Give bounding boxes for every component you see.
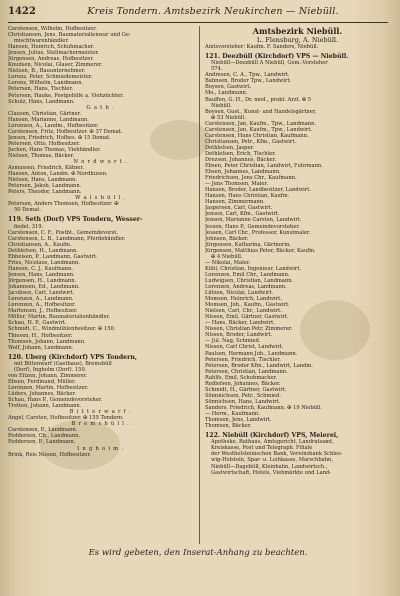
directory-line: Hansen, Marianne, Landmann.	[8, 116, 89, 123]
directory-line: Petersen, Broder Kfm., Landwirt, Landm.	[205, 362, 313, 369]
directory-line: Thomsen, Bäcker.	[205, 423, 252, 430]
directory-line: Redlefsen, Johannes, Bäcker.	[205, 380, 281, 387]
directory-line: Jensen, Marianne Carsten, Landwirt.	[205, 217, 302, 224]
directory-line: Boysen, Gastwirt.	[205, 84, 252, 91]
directory-line: Carstensen, C. F., Postbt., Gemeindevorst.	[8, 229, 118, 236]
directory-line: Jaspersen, Carl, Gastwirt.	[205, 205, 273, 212]
directory-line: Niebüll—Deezbüll A Niebüll, Gem.-Vorsteher	[211, 60, 328, 67]
directory-line: Ebsen, Johannes, Landmann.	[205, 169, 281, 176]
directory-line: Dethlefsen, H., Landmann.	[8, 247, 79, 254]
directory-line: Tretten, Johann, Landmann.	[8, 403, 82, 410]
directory-line: Christiansen, Petr., Kfm., Gastwirt.	[205, 138, 297, 145]
directory-line: Hansen, Anton, Landm. ✠ Nordhusen.	[8, 171, 108, 178]
directory-line: von Eitzen, Johann, Zimmerer.	[8, 372, 88, 379]
district-subheading: L. Flensburg, A. Niebüll.	[256, 36, 339, 44]
directory-line: Christiansen, A., Kaufm.	[8, 241, 72, 248]
directory-line: Schmidt, H., Gärtner, Gastwirt.	[205, 386, 287, 393]
directory-line: Nissen, Broder, Landwirt.	[205, 332, 273, 339]
directory-line: mischtwarenhändler.	[14, 38, 69, 45]
directory-line: Lorenzen, Martin, Hofbesitzer.	[8, 385, 89, 392]
directory-line: Kühl, Christian, Ingenieur, Landwirt.	[205, 265, 302, 272]
column-divider	[199, 26, 200, 544]
directory-line: Clausen, Christian, Gärtner.	[8, 110, 82, 117]
directory-line: Johannsen, Ed., Landmann.	[8, 284, 80, 291]
directory-line: Lorenzen, A., Landm., Hofbesitzer.	[8, 122, 99, 129]
directory-line: Petersen, Friedrich, Tischler.	[205, 356, 281, 363]
page-footer-note: Es wird gebeten, den Inserat-Anhang zu beachten.	[88, 548, 308, 558]
directory-line: Lorenzen, A., Landmann.	[8, 296, 74, 303]
directory-line: Niebüll—Dagebüll, Kleinbahn, Landwirtsch.,	[211, 463, 328, 470]
right-column	[205, 26, 390, 476]
directory-line: Jürgensen, Andreas, Hofbesitzer.	[8, 56, 94, 63]
directory-line: Carstensen, Fritz, Hofbesitzer. ✠ 37 Demat.	[8, 128, 123, 135]
directory-line: Lützen, Nicolai, Landwirt.	[205, 290, 274, 297]
directory-line: Fries, Nicolaus, Landmann.	[8, 259, 80, 266]
directory-line: — Jens Thomsen, Maler.	[205, 181, 268, 188]
page-title: Kreis Tondern. Amtsbezirk Neukirchen — Niebüll.	[87, 6, 339, 17]
directory-line: Jessen, Hans P., Gemeindevorsteher.	[205, 223, 300, 230]
directory-line: Jürgensen, Matthias Peter, Bäcker, Kaufm.	[205, 247, 316, 254]
directory-line: Andresen, C. A., Tpw., Landwirt.	[205, 72, 290, 79]
directory-line: Drezsen, Johannes, Bäcker.	[205, 157, 277, 163]
directory-line: Petersen, Otto, Hofbesitzer.	[8, 140, 81, 147]
directory-line: Jensen, Friedrich, Hofbes. ✠ 15 Demat.	[8, 134, 111, 141]
directory-line: Jessen, Carl Chr., Professor, Kunstmaler.	[205, 229, 311, 236]
directory-line: Nielsen, B., Bauunternehmer.	[8, 68, 86, 75]
directory-line: Christiansen, Jens, Baumaterialienwar und Ge-	[8, 32, 131, 39]
directory-line: Sönnnichsen, Petr., Schmied.	[205, 392, 281, 399]
directory-line: Ebbeisen, P., Landmann, Gastwirt.	[8, 253, 98, 260]
directory-line: ✠ 4 Niebüll.	[211, 253, 243, 260]
directory-line: Hansen, Hans Christian, Kaufm.	[205, 193, 290, 200]
directory-line: — Herm., Kaufmann.	[205, 410, 260, 417]
directory-line: fiedel. 319.	[14, 223, 44, 230]
directory-line: Juchen, Hans Thomas, Viehhändler.	[8, 146, 101, 153]
directory-line: Nissen, Christian Petr, Zimmerer.	[205, 326, 293, 333]
directory-line: Carstensen, Jan, Kaufm., Tpw., Landmann.	[205, 120, 317, 127]
directory-line: Sanders, Friedrich, Kaufmann. ✠ 19 Niebüll.	[205, 404, 322, 411]
directory-line: Feddersen, P., Landmann.	[8, 439, 76, 446]
directory-line: (Dorf), Ingholm (Dorf). 150.	[14, 366, 87, 373]
directory-line: Ludwigsen, Christian, Landmann.	[205, 277, 294, 284]
directory-line: Ebsen, Ferdinand, Müller.	[8, 378, 76, 385]
locality-entry-heading: 120. Uberg (Kirchdorf) VPS Tondern,	[8, 353, 138, 361]
directory-line: Hansen, Zimmermann.	[205, 199, 265, 206]
directory-line: Momsen, Heinrich, Landwirt.	[205, 296, 282, 303]
directory-line: Knudsen, Nicolai, Glaser, Zimmerer.	[8, 62, 103, 69]
directory-line: Lorenz, Peter, Schmiedemeister.	[8, 74, 93, 81]
directory-line: Mo., Landmann.	[205, 90, 248, 97]
locality-entry-heading: 119. Seth (Dorf) VPS Tondern, Wesser-	[8, 216, 143, 224]
directory-line: — Hans, Bäcker, Landwirt.	[205, 320, 275, 327]
directory-line: Jensen, Hans, Landmann.	[8, 272, 75, 279]
directory-line: Thiesen, H., Hofbesitzer.	[8, 332, 73, 339]
directory-line: Hansen, C. J., Kaufmann.	[8, 265, 74, 272]
directory-line: Momsen, Joh., Kaufm., Gastwirt.	[205, 302, 290, 309]
directory-line: Lorenzen, Emil Chr., Landmann.	[205, 271, 290, 278]
directory-line: Nielsen, Carl, Chr., Landwirt.	[205, 308, 282, 315]
directory-line: Petersen, Anders Thomsen, Hofbesitzer. ✠	[8, 201, 119, 208]
directory-line: 574.	[211, 66, 223, 73]
directory-line: wig-Holstein, Spar- u. Leihkasse, Marschbahn,	[211, 457, 333, 464]
locality-subheading: I n g h o l m .	[77, 445, 124, 452]
directory-line: Niebüll.	[211, 102, 232, 109]
directory-line: Dethlefsen, Jasper.	[205, 144, 255, 151]
directory-line: ✠ 53 Niebüll.	[211, 114, 246, 121]
directory-line: Amtsvorsteher: Kaufm. F. Sanders, Niebüll.	[205, 44, 319, 50]
page-number: 1422	[8, 6, 36, 17]
directory-line: Brink, Reis Nissen, Hofbesitzer.	[8, 451, 91, 458]
district-heading: Amtsbezirk Niebüll.	[252, 26, 343, 36]
directory-line: Martensen, J., Hofbesitzer.	[8, 308, 78, 315]
directory-line: Kreiskasse, Post und Telegraph. Filiale	[211, 445, 313, 452]
directory-line: Jensen, Julius, Stellmachermeister.	[8, 50, 99, 57]
directory-line: 50 Demat.	[14, 207, 41, 214]
directory-line: Gastwirtschaft, Hotels, Viehmärkte und Land-	[211, 469, 332, 476]
directory-line: Feddersen, Ch., Landmann.	[8, 433, 81, 440]
locality-subheading: B i t t e r w a r f .	[69, 409, 132, 416]
directory-line: — Nikolai, Maler.	[205, 259, 251, 266]
directory-line: Lorenzen, A., Hofbesitzer.	[8, 302, 76, 309]
directory-line: Dethlefsen, Erich, Tischler.	[205, 150, 276, 157]
directory-line: Lorenz, Wilhelm, Landmann.	[8, 80, 84, 87]
directory-line: Boysen, Gust., Kunst- und Handelsgärtner,	[205, 108, 317, 115]
locality-subheading: W a l s b ü l l .	[75, 195, 126, 202]
locality-entry-heading: 121. Deezbüll (Kirchdorf) VPS — Niebüll.	[205, 53, 349, 61]
locality-subheading: N o r d w u r t .	[73, 159, 128, 166]
directory-line: Carstensen, P., Landmann.	[8, 427, 78, 434]
directory-line: Nielsen, Hans, Landmann.	[8, 177, 78, 184]
directory-line: Carstensen, Hans Christian, Kaufmann.	[205, 132, 309, 139]
directory-line: Carstensen, Wilhelm, Hofbesitzer.	[8, 26, 97, 32]
directory-line: Asmussen, Friedrich, Kätner.	[8, 165, 84, 172]
directory-line: Angel, Carsten, Hofbesitzer. ✠ 155 Tondern.	[8, 415, 124, 422]
header-rule	[8, 22, 388, 23]
directory-line: Bahnsen, Broder Tpw., Landwirt.	[205, 78, 292, 85]
directory-line: Paulsen, Hermann Joh., Landmann.	[205, 350, 298, 357]
directory-line: Schmidt, C., Windmühlenbesitzer. ✠ 150.	[8, 326, 116, 333]
directory-line: Möller, Martin, Baumaterialienhändler.	[8, 314, 111, 321]
directory-line: Thomsen, Johann, Landmann.	[8, 338, 86, 345]
directory-line: Nielsen, Thomas, Bäcker.	[8, 152, 75, 159]
directory-line: Hansen, Heinrich, Schuhmacher.	[8, 44, 95, 51]
left-column	[8, 26, 193, 458]
directory-line: mit Bittenwarf (Gasthaus), Bremsbüll	[14, 360, 112, 367]
directory-line: Nissen, Emil, Gärtner, Gastwirt.	[205, 314, 289, 321]
directory-line: Jörgensen, H., Landmann.	[8, 278, 77, 285]
directory-line: Rahlfs, Emil, Schuhmacher.	[205, 374, 278, 381]
directory-line: Johnsen, Bäcker.	[205, 235, 249, 242]
locality-entry-heading: 122. Niebüll (Kirchdorf) VPS, Meierei,	[205, 432, 339, 440]
directory-line: Wolf, Johann, Landmann.	[8, 344, 74, 351]
directory-line: Petersen, Jakob, Landmann.	[8, 183, 82, 190]
directory-line: Schau, Hans P., Gemeindevorsteher.	[8, 397, 103, 404]
page-header	[8, 6, 388, 22]
directory-line: Sönnichsen, Hans, Landwirt.	[205, 398, 281, 405]
locality-subheading: G a t h .	[86, 104, 115, 111]
directory-line: Jacobsen, Carl, Landwirt.	[8, 290, 75, 297]
directory-line: Carstensen, L. B., Landmann, Pferdehändler.	[8, 235, 126, 242]
directory-line: Thomsen, Jens, Landwirt.	[205, 417, 272, 424]
directory-line: Bauffen, G. H., Dr. med., prakt. Arzt. ✠ 5	[205, 96, 312, 103]
directory-line: Petersen, Hans, Tischler.	[8, 86, 73, 93]
directory-line: Hansen, Broder, Landbesitzer, Landwirt.	[205, 187, 311, 194]
directory-line: Jürgensen, Katharina, Gärtnerin.	[205, 241, 291, 248]
directory-line: Schulz, Hans, Landmann.	[8, 98, 75, 105]
directory-line: Petersen, Hauke, Postgehilfe a. Viehzüchter.	[8, 92, 124, 99]
directory-line: Jensen, Carl, Kfm., Gastwirt.	[205, 211, 280, 218]
directory-line: Lüders, Johannes, Bäcker.	[8, 391, 76, 398]
directory-line: Peters, Theodor, Landmann.	[8, 189, 82, 196]
directory-line: Friedrichsen, Jens Chr., Kaufmann.	[205, 175, 297, 182]
directory-line: Petersen, Christian, Landmann.	[205, 368, 288, 375]
directory-line: Lorenzen, Andreas, Landmann.	[205, 283, 287, 290]
directory-line: Ebsen, Peter Christian, Landwirt, Fuhrmann.	[205, 163, 323, 170]
directory-line: — Jul. Nag, Schmied.	[205, 338, 261, 345]
directory-line: Carstensen, Jan, Kaufm., Tpw., Landwirt.	[205, 126, 313, 133]
directory-line: Nissen, Carl Christ, Landwirt.	[205, 344, 284, 351]
directory-line: Apotheke, Rathaus, Amtsgericht, Landratsamt,	[211, 439, 334, 446]
directory-line: der Westholsteinischen Bank, Vereinsbank Schles-	[211, 451, 343, 458]
locality-subheading: B r e m s b ü l l .	[71, 421, 130, 428]
directory-line: Schau, H. P., Gastwirt.	[8, 320, 67, 327]
